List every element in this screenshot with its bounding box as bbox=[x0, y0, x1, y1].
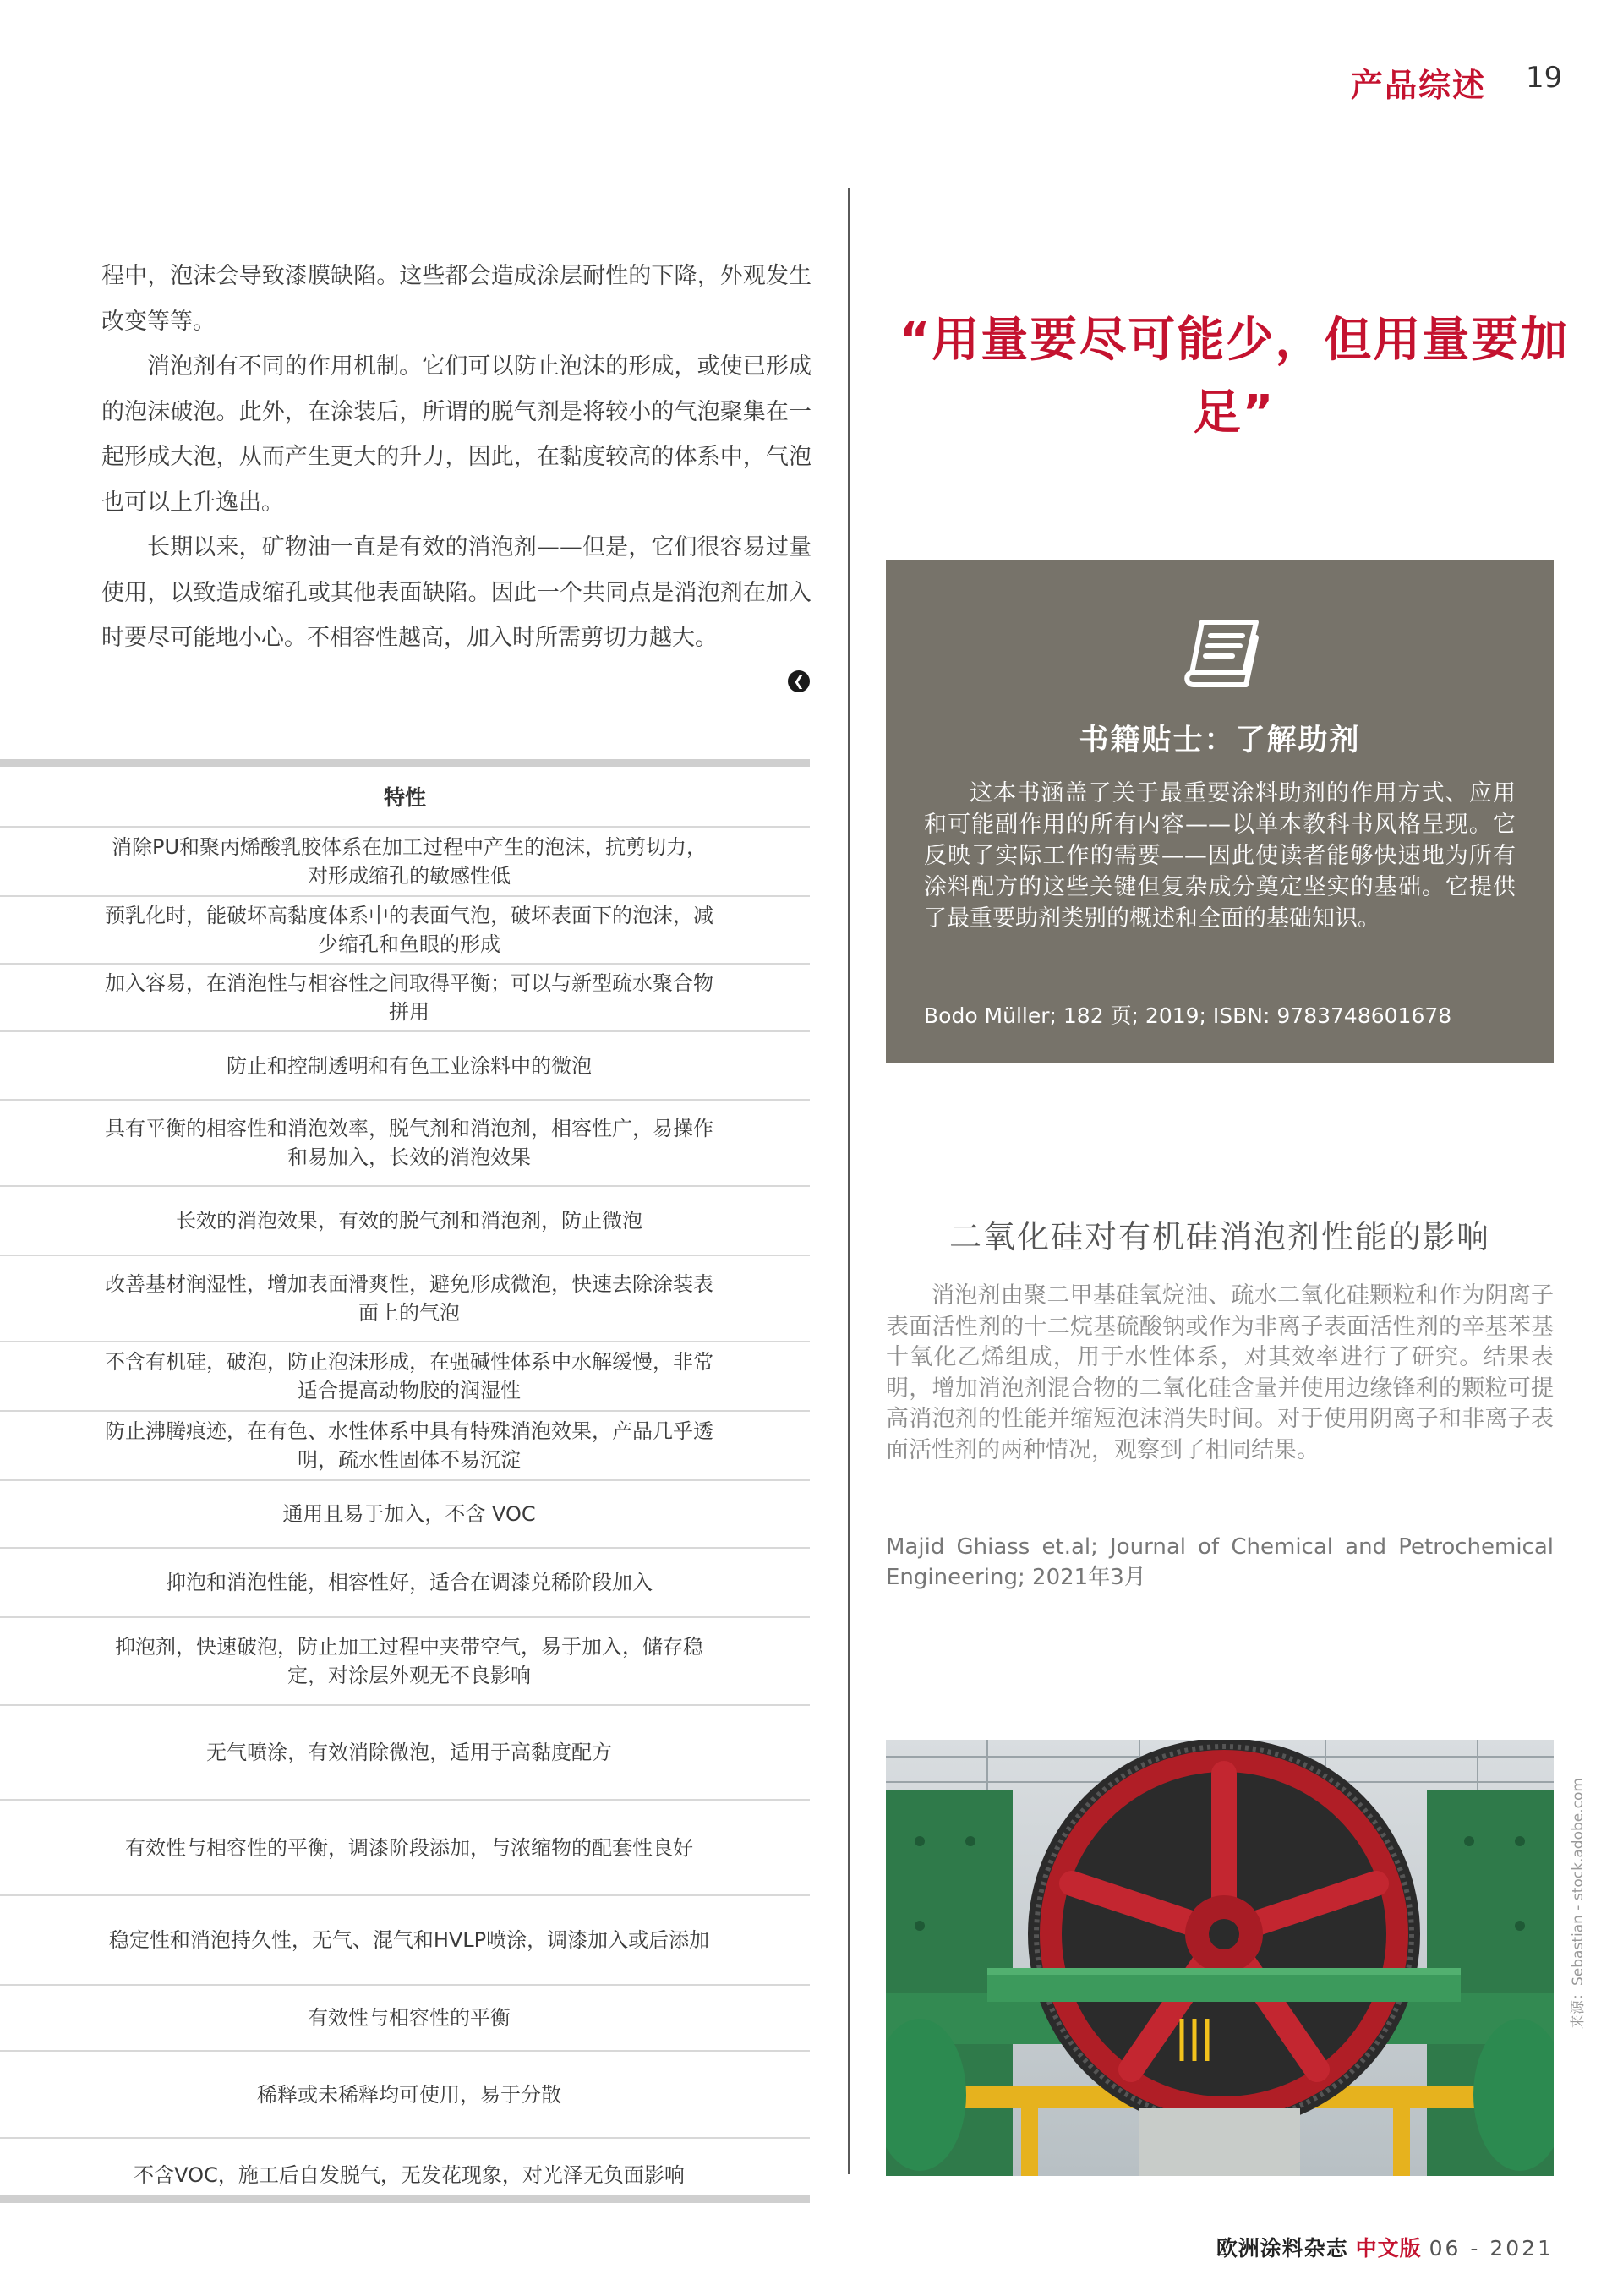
table-row: 通用且易于加入，不含 VOC bbox=[0, 1481, 810, 1549]
properties-table bbox=[0, 767, 810, 2211]
table-row: 加入容易，在消泡性与相容性之间取得平衡；可以与新型疏水聚合物拼用 bbox=[0, 965, 810, 1032]
table-row: 抑泡剂，快速破泡，防止加工过程中夹带空气，易于加入，储存稳定，对涂层外观无不良影响 bbox=[0, 1618, 810, 1706]
research-title: 二氧化硅对有机硅消泡剂性能的影响 bbox=[948, 1218, 1490, 1255]
table-row: 不含VOC，施工后自发脱气，无发花现象，对光泽无负面影响 bbox=[134, 2163, 685, 2187]
table-row: 防止沸腾痕迹，在有色、水性体系中具有特殊消泡效果，产品几乎透明，疏水性固体不易沉淀 bbox=[0, 1412, 810, 1481]
book-icon bbox=[1183, 617, 1261, 690]
industrial-gear-photo bbox=[886, 1740, 1554, 2176]
table-row: 改善基材润湿性，增加表面滑爽性，避免形成微泡，快速去除涂装表面上的气泡 bbox=[0, 1256, 810, 1342]
article-body bbox=[101, 254, 812, 661]
edition-label: 中文版 bbox=[1355, 2236, 1422, 2260]
book-tip-paragraph: 这本书涵盖了关于最重要涂料助剂的作用方式、应用和可能副作用的所有内容——以单本教科书风格呈现。它反映了实际工作的需要——因此使读者能够快速地为所有涂料配方的这些关键但复杂成分奠定坚实的基础。它提供了最重要助剂类别的概述和全面的基础知识。 bbox=[924, 780, 1516, 932]
table-row: 有效性与相容性的平衡，调漆阶段添加，与浓缩物的配套性良好 bbox=[0, 1801, 810, 1896]
table-row: 抑泡和消泡性能，相容性好，适合在调漆兑稀阶段加入 bbox=[0, 1549, 810, 1618]
table-row: 具有平衡的相容性和消泡效率，脱气剂和消泡剂，相容性广，易操作和易加入，长效的消泡效果 bbox=[0, 1101, 810, 1187]
column-divider bbox=[848, 188, 850, 2174]
book-tip-title: 书籍贴士：了解助剂 bbox=[1079, 724, 1361, 757]
table-row: 有效性与相容性的平衡 bbox=[0, 1986, 810, 2052]
research-paragraph: 消泡剂由聚二甲基硅氧烷油、疏水二氧化硅颗粒和作为阴离子表面活性剂的十二烷基硫酸钠或作为非离子表面活性剂的辛基苯基十氧化乙烯组成，用于水性体系，对其效率进行了研究。结果表明，增加消泡剂混合物的二氧化硅含量并使用边缘锋利的颗粒可提高消泡剂的性能并缩短泡沫消失时间。对于使用阴离子和非离子表面活性剂的两种情况，观察到了相同结果。 bbox=[886, 1282, 1554, 1463]
research-text bbox=[886, 1281, 1554, 1466]
body-paragraph: 长期以来，矿物油一直是有效的消泡剂——但是，它们很容易过量使用，以致造成缩孔或其他表面缺陷。因此一个共同点是消泡剂在加入时要尽可能地小心。不相容性越高，加入时所需剪切力越大。 bbox=[101, 534, 812, 651]
table-row: 不含有机硅，破泡，防止泡沫形成，在强碱性体系中水解缓慢，非常适合提高动物胶的润湿性 bbox=[0, 1342, 810, 1412]
table-row: 无气喷涂，有效消除微泡，适用于高黏度配方 bbox=[0, 1706, 810, 1801]
gear-machine-illustration bbox=[886, 1740, 1554, 2176]
table-row: 防止和控制透明和有色工业涂料中的微泡 bbox=[0, 1032, 810, 1101]
table-row: 稳定性和消泡持久性，无气、混气和HVLP喷涂，调漆加入或后添加 bbox=[0, 1896, 810, 1986]
photo-credit-text: 来源：Sebastian - stock.adobe.com bbox=[1570, 1778, 1587, 2029]
table-row: 预乳化时，能破坏高黏度体系中的表面气泡，破坏表面下的泡沫，减少缩孔和鱼眼的形成 bbox=[0, 897, 810, 965]
book-tip-box bbox=[886, 560, 1554, 1063]
body-paragraph: 程中，泡沫会导致漆膜缺陷。这些都会造成涂层耐性的下降，外观发生改变等等。 bbox=[101, 263, 812, 335]
page-number: 19 bbox=[1526, 61, 1563, 95]
body-paragraph: 消泡剂有不同的作用机制。它们可以防止泡沫的形成，或使已形成的泡沫破泡。此外，在涂装后，所谓的脱气剂是将较小的气泡聚集在一起形成大泡，从而产生更大的升力，因此，在黏度较高的体系中，气泡也可以上升逸出。 bbox=[101, 353, 812, 516]
back-arrow-icon[interactable]: ❮ bbox=[788, 670, 810, 692]
table-row: 长效的消泡效果，有效的脱气剂和消泡剂，防止微泡 bbox=[0, 1187, 810, 1256]
photo-credit bbox=[1566, 1741, 1587, 2029]
research-citation: Majid Ghiass et.al; Journal of Chemical and Petrochemical Engineering; 2021年3月 bbox=[886, 1534, 1554, 1590]
book-tip-text bbox=[924, 778, 1516, 934]
section-title: 产品综述 bbox=[1351, 67, 1487, 104]
table-row: 消除PU和聚丙烯酸乳胶体系在加工过程中产生的泡沫，抗剪切力，对形成缩孔的敏感性低 bbox=[0, 828, 810, 897]
issue-number: 06 - 2021 bbox=[1429, 2236, 1554, 2260]
book-citation: Bodo Müller; 182 页; 2019; ISBN: 9783748601678 bbox=[924, 1003, 1452, 1028]
table-row: 稀释或未稀释均可使用，易于分散 bbox=[0, 2052, 810, 2139]
table-bottom-rule bbox=[0, 2195, 810, 2203]
magazine-name: 欧洲涂料杂志 bbox=[1216, 2236, 1348, 2260]
pull-quote: “用量要尽可能少，但用量要加足” bbox=[899, 313, 1570, 440]
page-footer bbox=[1216, 2232, 1554, 2262]
table-top-rule bbox=[0, 759, 810, 767]
table-header: 特性 bbox=[0, 767, 810, 828]
